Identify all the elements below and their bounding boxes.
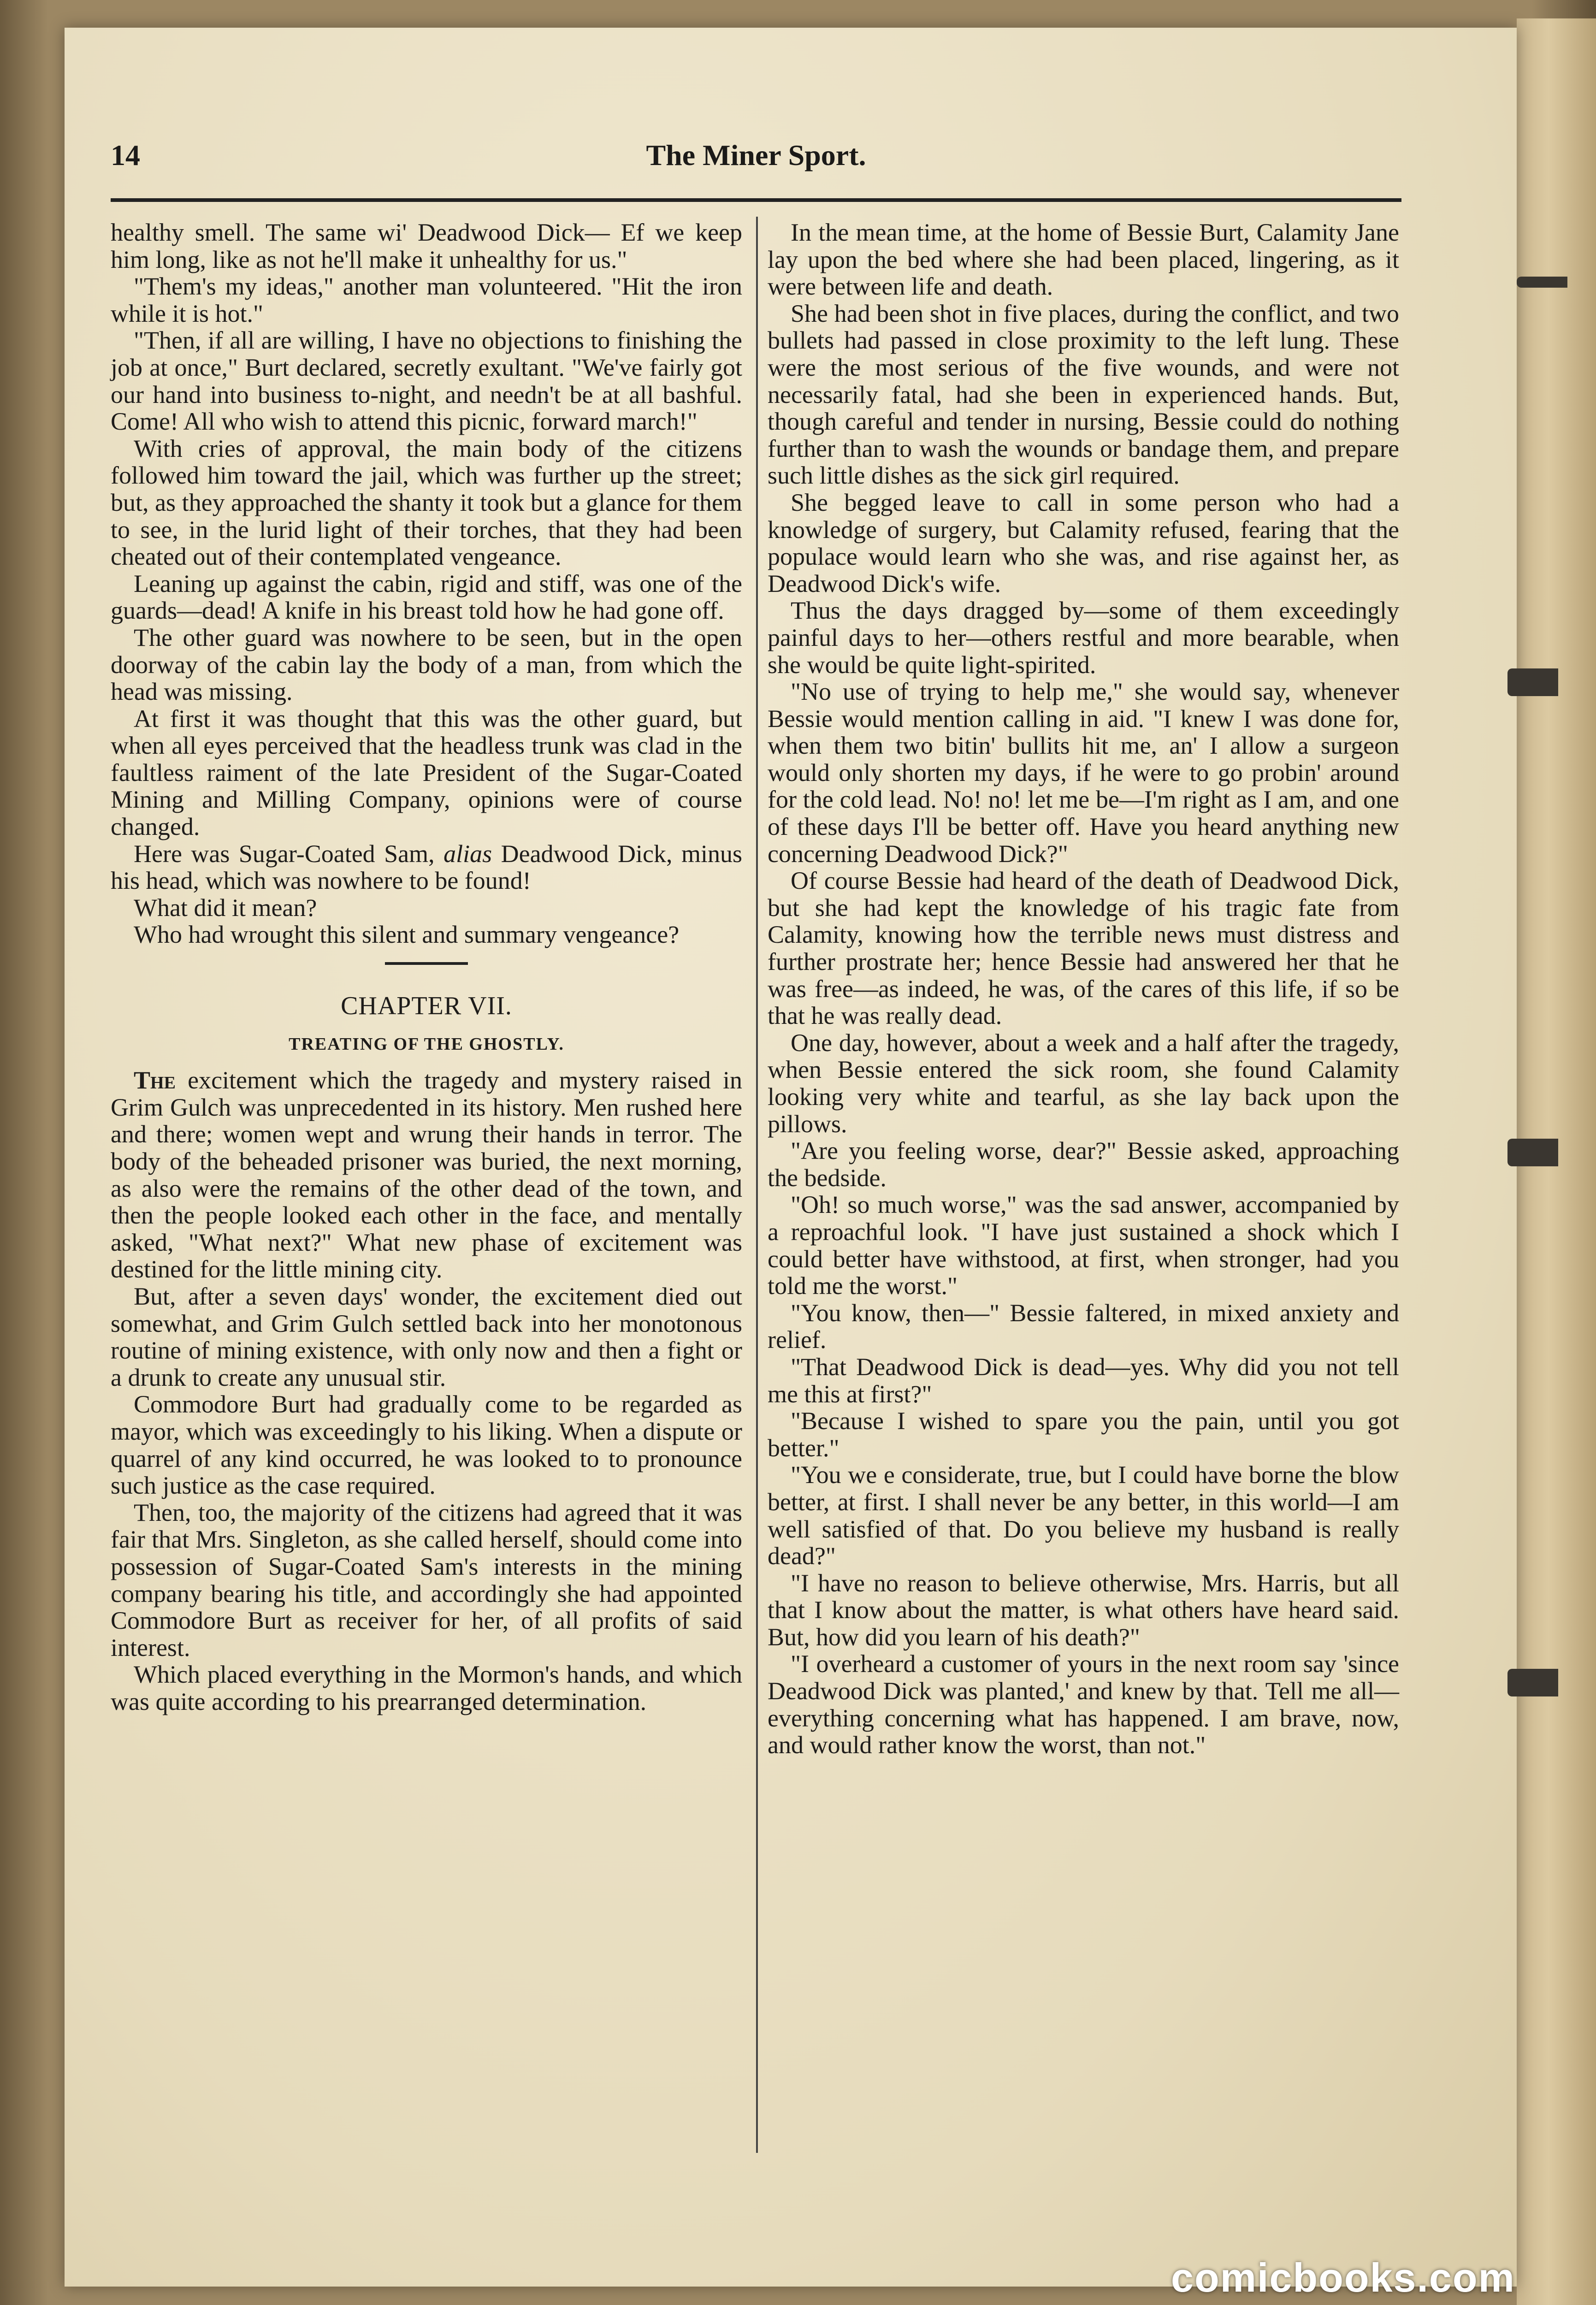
paragraph: "I overheard a customer of yours in the next room say 'since Deadwood Dick was planted,' and knew by that. Tell me all—everything concerning what has happened. I am brave, now, and would rather know the worst, than not." <box>768 1650 1399 1759</box>
paragraph: "Are you feeling worse, dear?" Bessie asked, approaching the bedside. <box>768 1137 1399 1192</box>
paragraph: At first it was thought that this was the other guard, but when all eyes perceived that the headless trunk was clad in the faultless raiment of the late President of the Sugar-Coated Mining and Milling Company, opinions were of course changed. <box>111 704 742 841</box>
paragraph: She begged leave to call in some person who had a knowledge of surgery, but Calamity refused, fearing that the populace would learn who she was, and rise against her, as Deadwood Dick's wife. <box>768 488 1399 597</box>
paragraph: "Oh! so much worse," was the sad answer, accompanied by a reproachful look. "I have just sustained a shock which I could better have withstood, at first, when stronger, had you told me the worst." <box>768 1191 1399 1300</box>
paragraph: "Then, if all are willing, I have no objections to finishing the job at once," Burt declared, secretly exultant. "We've fairly got our hand into business to-night, and needn't be at all bashful. Come! All who wish to attend this picnic, forward march!" <box>111 326 742 436</box>
paragraph: "You we e considerate, true, but I could have borne the blow better, at first. I shall never be any better, in this world—I am well satisfied of that. Do you believe my husband is really dead?" <box>768 1461 1399 1570</box>
paragraph: Who had wrought this silent and summary vengeance? <box>134 921 680 949</box>
paragraph: With cries of approval, the main body of the citizens followed him toward the jail, which was further up the street; but, as they approached the shanty it took but a glance for them to see, in the lurid light of their torches, that they had been cheated out of their contemplated vengeance. <box>111 434 742 571</box>
binding-staple <box>1507 1669 1558 1696</box>
paragraph: In the mean time, at the home of Bessie Burt, Calamity Jane lay upon the bed where she had been placed, lingering, as it were between life and death. <box>768 219 1399 301</box>
header-rule <box>111 198 1401 202</box>
paragraph: Of course Bessie had heard of the death of Deadwood Dick, but she had kept the knowledge of his tragic fate from Calamity, knowing how the terrible news must distress and further prostrate her; hence Bessie had answered her that he was free—as indeed, he was, of the cares of this life, if so be that he was really dead. <box>768 867 1399 1030</box>
paragraph: But, after a seven days' wonder, the excitement died out somewhat, and Grim Gulch settled back into her monotonous routine of mining existence, with only now and then a fight or a drunk to create any unusual stir. <box>111 1282 742 1391</box>
left-column <box>111 219 742 1715</box>
paragraph: Thus the days dragged by—some of them exceedingly painful days to her—others restful and more bearable, when she would be quite light-spirited. <box>768 597 1399 679</box>
paragraph: Leaning up against the cabin, rigid and stiff, was one of the guards—dead! A knife in his breast told how he had gone off. <box>111 569 742 625</box>
text-run: Deadwood Dick, minus his head, which was nowhere to be found! <box>111 839 742 895</box>
first-word: The <box>134 1066 176 1094</box>
paragraph <box>111 1067 742 1283</box>
binding-staple <box>1507 668 1558 696</box>
paragraph: "You know, then—" Bessie faltered, in mixed anxiety and relief. <box>768 1299 1399 1354</box>
paragraph: "No use of trying to help me," she would say, whenever Bessie would mention calling in aid. "I knew I was done for, when them two bitin' bullits hit me, an' I allow a surgeon would only shorten my days, if he were to go probin' around for the cold lead. No! no! let me be—I'm right as I am, and one of these days I'll be better off. Have you heard anything new concerning Deadwood Dick?" <box>768 678 1399 868</box>
chapter-subtitle: TREATING OF THE GHOSTLY. <box>289 1034 564 1054</box>
paragraph: She had been shot in five places, during the conflict, and two bullets had passed in close proximity to the left lung. These were the most serious of the five wounds, and were not necessarily fatal, had she been in experienced hands. But, though careful and tender in nursing, Bessie could do nothing further than to wash the wounds or bandage them, and prepare such little dishes as the sick girl required. <box>768 299 1399 490</box>
chapter-rule <box>385 962 468 965</box>
paragraph: "I have no reason to believe otherwise, Mrs. Harris, but all that I know about the matter, is what others have heard said. But, how did you learn of his death?" <box>768 1569 1399 1651</box>
paragraph: The other guard was nowhere to be seen, but in the open doorway of the cabin lay the body of a man, from which the head was missing. <box>111 623 742 706</box>
right-column <box>768 219 1399 1759</box>
binding-staple <box>1507 1139 1558 1166</box>
binding-staple <box>1517 277 1567 288</box>
text-run: Here was Sugar-Coated Sam, <box>134 839 444 868</box>
paragraph: "Them's my ideas," another man volunteered. "Hit the iron while it is hot." <box>111 272 742 327</box>
paragraph: healthy smell. The same wi' Deadwood Dick— Ef we keep him long, like as not he'll make it unhealthy for us." <box>111 219 742 273</box>
page-title: The Miner Sport. <box>646 139 866 171</box>
watermark: comicbooks.com <box>1171 2255 1515 2300</box>
paragraph <box>111 840 742 894</box>
running-header <box>111 138 1401 189</box>
page-number: 14 <box>111 139 140 171</box>
paragraph: Then, too, the majority of the citizens had agreed that it was fair that Mrs. Singleton, as she called herself, should come into possession of Sugar-Coated Sam's interests in the mining company bearing his title, and accordingly she had appointed Commodore Burt as receiver for her, of all profits of said interest. <box>111 1498 742 1661</box>
paragraph: "Because I wished to spare you the pain, until you got better." <box>768 1407 1399 1462</box>
paragraph: Which placed everything in the Mormon's hands, and which was quite according to his prearranged determination. <box>111 1661 742 1715</box>
column-divider <box>756 217 758 2153</box>
paragraph: "That Deadwood Dick is dead—yes. Why did you not tell me this at first?" <box>768 1353 1399 1408</box>
paragraph: One day, however, about a week and a half after the tragedy, when Bessie entered the sick room, she found Calamity looking very white and tearful, as she lay back upon the pillows. <box>768 1028 1399 1138</box>
paragraph: Commodore Burt had gradually come to be regarded as mayor, which was exceedingly to his liking. When a dispute or quarrel of any kind occurred, he was looked to to pronounce such justice as the case required. <box>111 1390 742 1500</box>
paragraph: What did it mean? <box>134 893 317 922</box>
italic-text: alias <box>443 839 492 868</box>
chapter-title: CHAPTER VII. <box>341 992 512 1021</box>
text-run: excitement which the tragedy and mystery raised in Grim Gulch was unprecedented in its history. Men rushed here and there; women wept and wrung their hands in terror. The body of the beheaded prisoner was buried, the next morning, as also were the remains of the other dead of the town, and then the people looked each other in the face, and mentally asked, "What next?" What new phase of excitement was destined for the little mining city. <box>111 1066 742 1283</box>
